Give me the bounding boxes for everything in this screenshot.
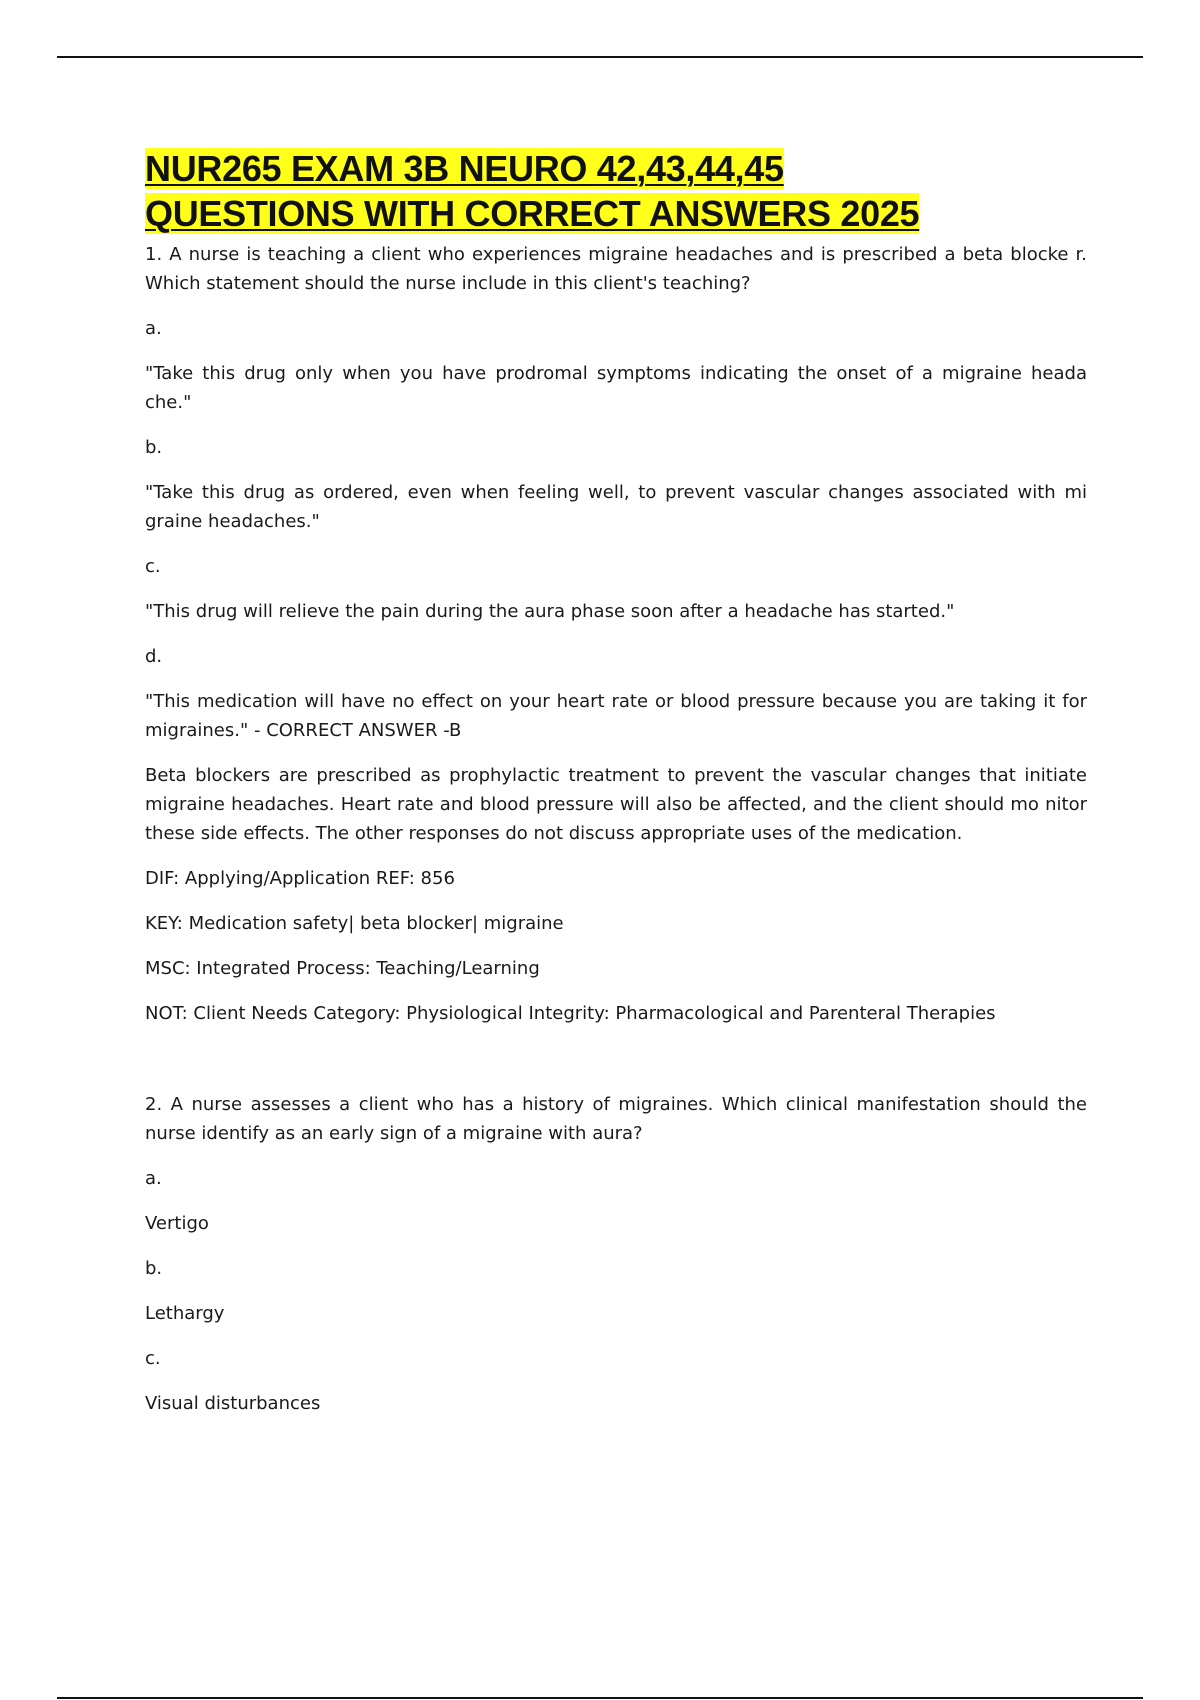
document-body xyxy=(145,146,1087,1434)
question-1-option-a-text: "Take this drug only when you have prodromal symptoms indicating the onset of a migraine heada che." xyxy=(145,363,1087,413)
question-1-option-d-label: d. xyxy=(145,646,163,667)
question-1-dif: DIF: Applying/Application REF: 856 xyxy=(145,868,455,889)
question-1-rationale: Beta blockers are prescribed as prophylactic treatment to prevent the vascular changes that initiate migraine headaches. Heart rate and blood pressure will also be affected, and the client should mo nitor these side effects. The other responses do not discuss appropriate uses of the medication. xyxy=(145,765,1087,844)
document-title xyxy=(145,146,1087,236)
question-2-option-c-text: Visual disturbances xyxy=(145,1393,321,1414)
question-1-msc: MSC: Integrated Process: Teaching/Learning xyxy=(145,958,540,979)
question-2-option-b-label: b. xyxy=(145,1258,163,1279)
question-2-option-b-text: Lethargy xyxy=(145,1303,225,1324)
question-2-option-c-label: c. xyxy=(145,1348,161,1369)
question-1-key: KEY: Medication safety| beta blocker| migraine xyxy=(145,913,564,934)
top-rule xyxy=(57,56,1143,58)
question-1-option-b-label: b. xyxy=(145,437,163,458)
question-2-option-a-text: Vertigo xyxy=(145,1213,209,1234)
question-1-not: NOT: Client Needs Category: Physiological Integrity: Pharmacological and Parenteral Therapies xyxy=(145,1003,996,1024)
question-2-stem: 2. A nurse assesses a client who has a history of migraines. Which clinical manifestation should the nurse identify as an early sign of a migraine with aura? xyxy=(145,1094,1087,1144)
question-2-option-a-label: a. xyxy=(145,1168,162,1189)
title-line-2: QUESTIONS WITH CORRECT ANSWERS 2025 xyxy=(145,193,920,234)
question-1-option-d-text: "This medication will have no effect on your heart rate or blood pressure because you are taking it for migraines." - CORRECT ANSWER -B xyxy=(145,691,1087,741)
question-1-option-a-label: a. xyxy=(145,318,162,339)
bottom-rule xyxy=(57,1697,1143,1699)
question-1-stem: 1. A nurse is teaching a client who experiences migraine headaches and is prescribed a beta blocke r. Which statement should the nurse include in this client's teaching? xyxy=(145,244,1087,294)
title-line-1: NUR265 EXAM 3B NEURO 42,43,44,45 xyxy=(145,148,784,189)
question-1-option-c-text: "This drug will relieve the pain during the aura phase soon after a headache has started." xyxy=(145,601,955,622)
question-1-option-c-label: c. xyxy=(145,556,161,577)
question-1-option-b-text: "Take this drug as ordered, even when feeling well, to prevent vascular changes associated with mi graine headaches." xyxy=(145,482,1087,532)
